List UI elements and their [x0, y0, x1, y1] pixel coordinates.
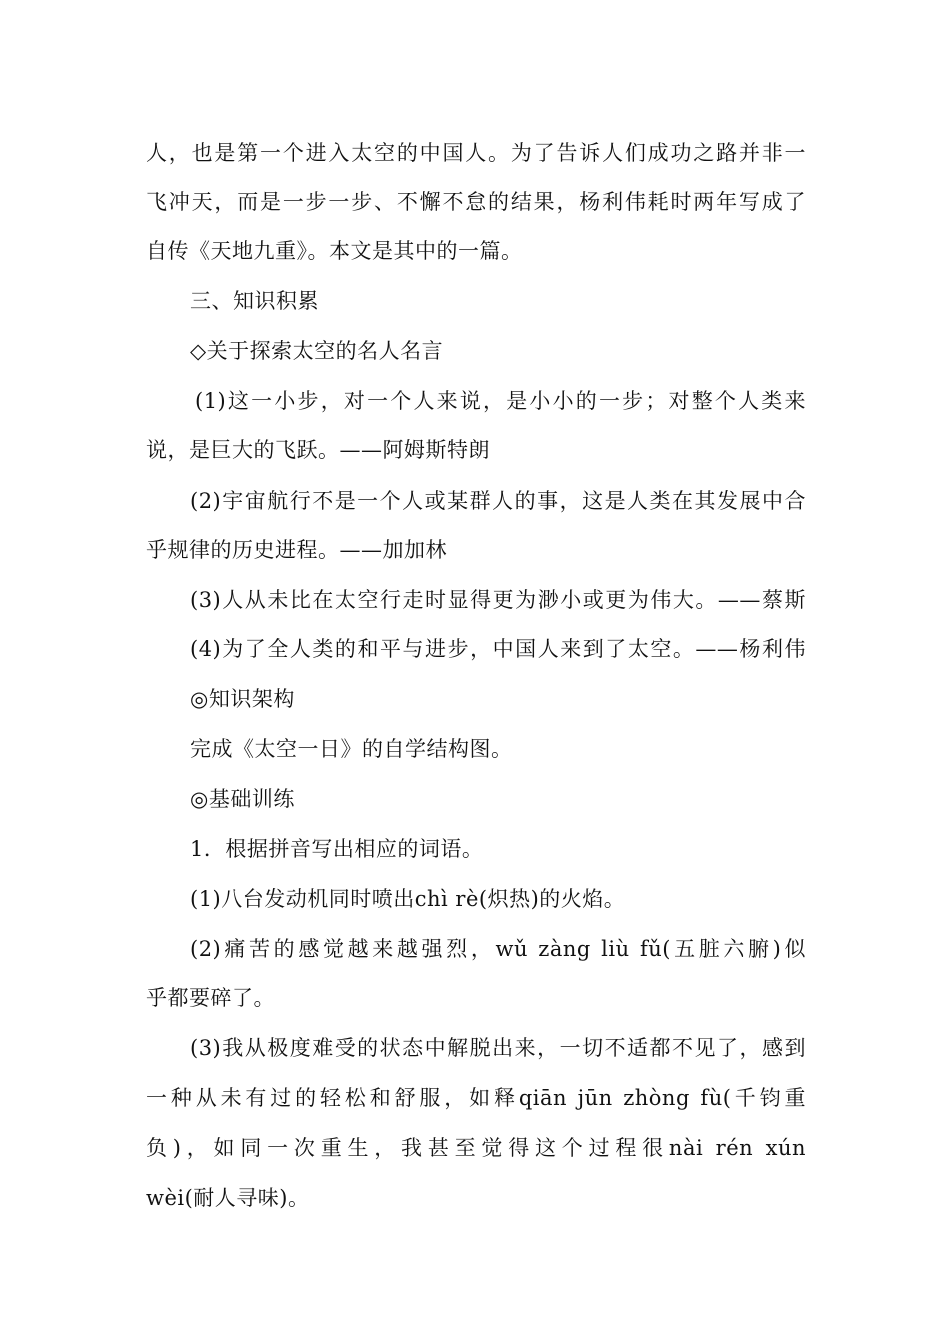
item-3-line-1: (3)我从极度难受的状态中解脱出来，一切不适都不见了，感到 — [190, 1036, 806, 1060]
quote-4: (4)为了全人类的和平与进步，中国人来到了太空。——杨利伟 — [190, 637, 806, 661]
item-3-line-3: 负)，如同一次重生，我甚至觉得这个过程很nài rén xún — [146, 1136, 806, 1160]
quotes-heading: ◇关于探索太空的名人名言 — [190, 339, 444, 363]
item-2-line-1: (2)痛苦的感觉越来越强烈，wǔ zàng liù fǔ(五脏六腑)似 — [190, 937, 806, 961]
task-1: 1．根据拼音写出相应的词语。 — [190, 837, 484, 861]
quote-1-line-2: 说，是巨大的飞跃。——阿姆斯特朗 — [146, 438, 490, 462]
section-heading: 三、知识积累 — [190, 289, 319, 313]
basic-heading: ◎基础训练 — [190, 787, 295, 811]
intro-line-1: 人，也是第一个进入太空的中国人。为了告诉人们成功之路并非一 — [146, 141, 806, 165]
item-3-line-2: 一种从未有过的轻松和舒服，如释qiān jūn zhòng fù(千钧重 — [146, 1086, 806, 1110]
framework-heading: ◎知识架构 — [190, 687, 295, 711]
quote-2-line-1: (2)宇宙航行不是一个人或某群人的事，这是人类在其发展中合 — [190, 489, 806, 513]
quote-2-line-2: 乎规律的历史进程。——加加林 — [146, 538, 447, 562]
intro-line-3: 自传《天地九重》。本文是其中的一篇。 — [146, 239, 523, 263]
quote-1-line-1: (1)这一小步，对一个人来说，是小小的一步；对整个人类来 — [195, 389, 806, 413]
item-3-line-4: wèi(耐人寻味)。 — [146, 1186, 310, 1210]
item-2-line-2: 乎都要碎了。 — [146, 986, 275, 1010]
item-1: (1)八台发动机同时喷出chì rè(炽热)的火焰。 — [190, 887, 626, 911]
quote-3: (3)人从未比在太空行走时显得更为渺小或更为伟大。——蔡斯 — [190, 588, 806, 612]
intro-line-2: 飞冲天，而是一步一步、不懈不怠的结果，杨利伟耗时两年写成了 — [146, 190, 806, 214]
framework-text: 完成《太空一日》的自学结构图。 — [190, 737, 513, 761]
